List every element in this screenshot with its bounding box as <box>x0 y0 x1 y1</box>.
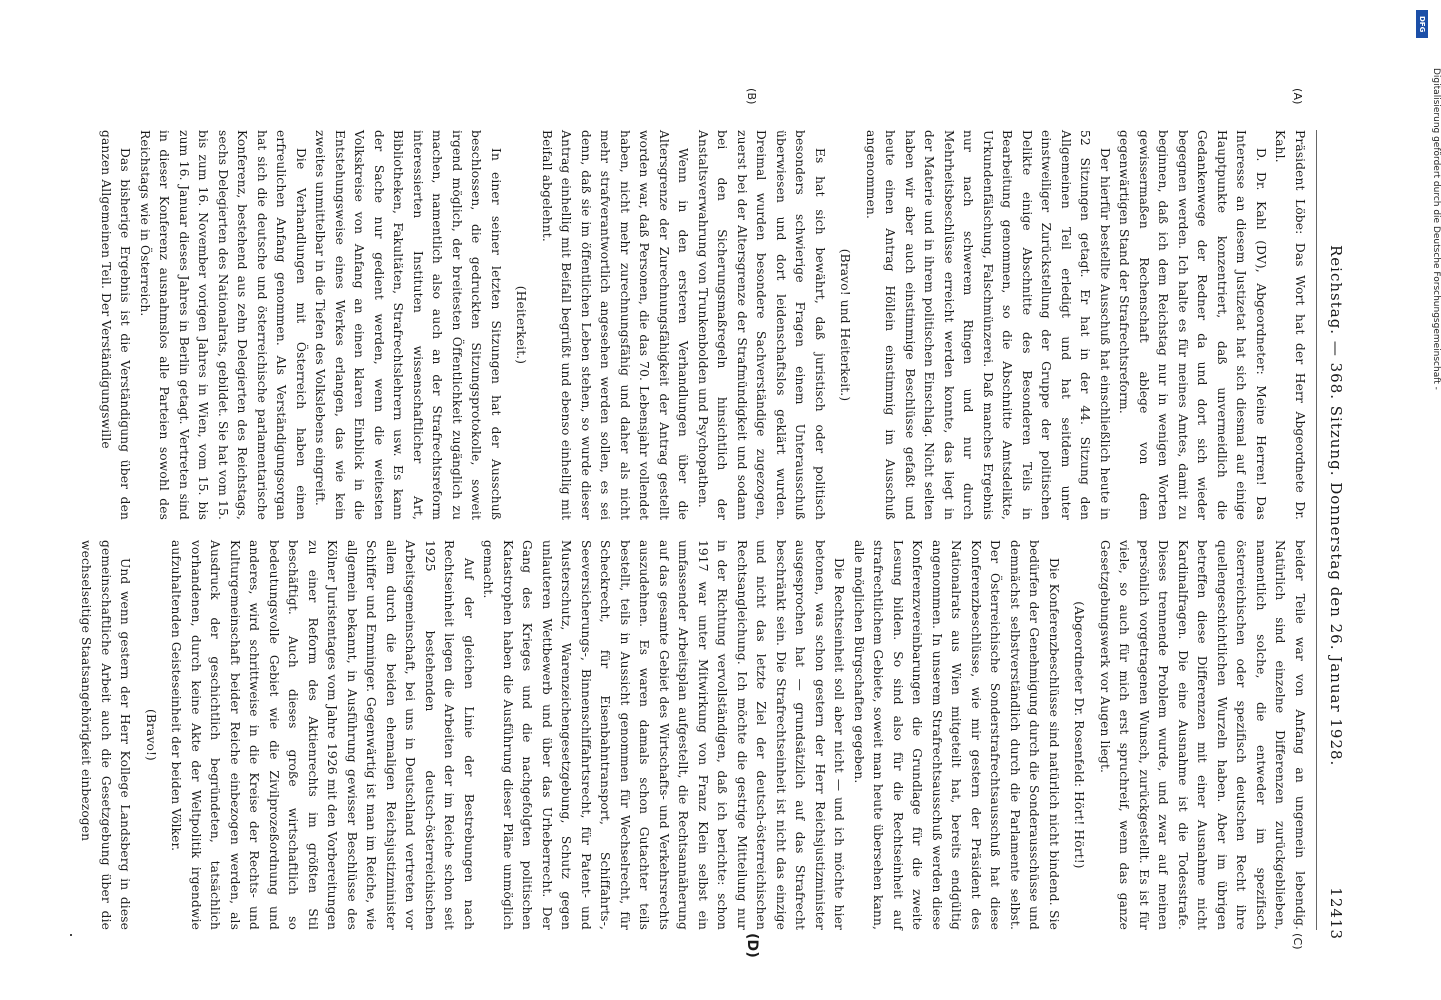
paragraph: Das bisherige Ergebnis ist die Verständigung über den ganzen Allgemeinen Teil. Der Verständigungswille <box>99 130 133 520</box>
margin-mark-b: (B) <box>745 88 758 105</box>
paragraph: Die Rechtseinheit soll aber nicht — und ich möchte hier betonen, was schon gestern der Herr Reichsjustizminister ausgesprochen hat — grundsätzlich auf das Strafrecht beschränkt sein. Die Strafrechtseinheit ist nicht das einzige und nicht das letzte Ziel der deutsch-österreichischen Rechtsangleichung. Ich möchte die gestrige Mitteilung nur in der Richtung vervollständigen, daß ich berichte: schon 1917 war unter Mitwirkung von Franz Klein selbst ein umfassender Arbeitsplan aufgestellt, die Rechtsannäherung auf das gesamte Gebiet des Wirtschafts- und Verkehrsrechts auszudehnen. Es waren damals schon Gutachter teils bestellt, teils in Aussicht genommen für Wechselrecht, für Scheckrecht, für Eisenbahntransport, Schiffahrts-, Seeversicherungs-, Binnenschiffahrtsrecht, für Patent- und Musterschutz, Warenzeichengesetzgebung, Schutz gegen unlauteren Wettbewerb und über das Urheberrecht. Der Gang des Krieges und die nachgefolgten politischen Katastrophen haben die Ausführung dieser Pläne unmöglich gemacht. <box>481 540 847 930</box>
interjection: (Bravo! und Heiterkeit.) <box>838 248 853 402</box>
paragraph: beider Teile war von Anfang an ungemein lebendig. Natürlich sind einzelne Differenzen zurückgeblieben, namentlich solche, die entweder im spezifisch österreichischen oder spezifisch deutschen Recht ihre quellengeschichtlichen Wurzeln haben. Aber im übrigen betreffen diese Differenzen mit einer Ausnahme nicht Kardinalfragen. Die eine Ausnahme ist die Todesstrafe. Dieses trennende Problem wurde, und zwar auf meinen persönlich vorgetragenen Wunsch, zurückgestellt. Es ist für viele, so auch für mich erst spruchreif, wenn das ganze Gesetzgebungswerk vor Augen liegt. <box>1098 540 1307 930</box>
margin-mark-a: (A) <box>1291 88 1304 105</box>
rotated-document-page <box>79 30 1345 960</box>
header-title: Reichstag. — 368. Sitzung. Donnerstag den 26. Januar 1928. <box>1327 245 1345 767</box>
page-header <box>1321 30 1345 960</box>
header-rule <box>1316 130 1317 930</box>
paragraph: D. Dr. Kahl (DV), Abgeordneter: Meine Herren! Das Interesse an diesem Justizetat hat sich diesmal auf einige Hauptpunkte konzentriert, daß unvermeidlich die Gedankenwege der Redner da und dort sich wieder begegnen werden. Ich halte es für meines Amtes, damit zu beginnen, daß ich dem Reichstag nur in wenigen Worten gewissermaßen Rechenschaft ablege von dem gegenwärtigen Stand der Strafrechtsreform. <box>1117 130 1268 520</box>
page-number: 12413 <box>1327 887 1345 940</box>
paragraph: Auf der gleichen Linie der Bestrebungen nach Rechtseinheit liegen die Arbeiten der im Reiche schon seit 1925 bestehenden deutsch-österreichischen Arbeitsgemeinschaft, bei uns in Deutschland vertreten vor allem durch die beiden ehemaligen Reichsjustizminister Schiffer und Emminger. Gegenwärtig ist man im Reiche, wie allgemein bekannt, in Ausführung gewisser Beschlüsse des Kölner Juristentages vom Jahre 1926 mit den Vorbereitungen zu einer Reform des Aktienrechts im größten Stil beschäftigt. Auch dieses große wirtschaftlich so bedeutungsvolle Gebiet wie die Zivilprozeßordnung und anderes, wird schrittweise in die Kreise der Rechts- und Kulturgemeinschaft beider Reiche einbezogen werden, als Ausdruck der geschichtlich begründeten, tatsächlich vorhandenen, durch keine Akte der Weltpolitik irgendwie aufzuhaltenden Geisteseinheit der beiden Völker. <box>169 540 476 930</box>
paragraph: Es hat sich bewährt, daß juristisch oder politisch besonders schwierige Fragen einem Unterausschuß überwiesen und dort leidenschaftslos geklärt wurden. Dreimal wurden besondere Sachverständige zugezogen, zuerst bei der Altersgrenze der Strafmündigkeit und sodann bei den Sicherungsmaßregeln hinsichtlich der Anstaltsverwahrung von Trunkenbolden und Psychopathen. <box>696 130 827 520</box>
paragraph: In einer seiner letzten Sitzungen hat der Ausschuß beschlossen, die gedruckten Sitzungsprotokolle, soweit irgend möglich, der breitesten Öffentlichkeit zugänglich zu machen, namentlich also auch an der Strafrechtsreform interessierten Instituten wissenschaftlicher Art, Bibliotheken, Fakultäten, Strafrechtslehrern usw. Es kann der Sache nur gedient werden, wenn die weitesten Volkskreise von Anfang an einen klaren Einblick in die Entstehungsweise eines Werkes erlangen, das wie kein zweites unmittelbar in die Tiefen des Volkslebens eingreift. <box>313 130 503 520</box>
scan-speck <box>70 934 72 936</box>
interjection: (Abgeordneter Dr. Rosenfeld: Hört! Hört!) <box>1072 601 1087 869</box>
paragraph: Die Konferenzbeschlüsse sind natürlich nicht bindend. Sie bedürfen der Genehmigung durch die Sonderausschüsse und demnächst selbstverständlich durch die Parlamente selbst. Der Österreichische Sonderstrafrechtsausschuß hat diese Konferenzbeschlüsse, wie mir gestern der Präsident des Nationalrats aus Wien mitgeteilt hat, bereits endgültig angenommen. In unserem Strafrechtsausschuß werden diese Konferenzvereinbarungen die Grundlage für die zweite Lesung bilden. So sind also für die Rechtseinheit auf strafrechtlichem Gebiete, soweit man heute übersehen kann, alle möglichen Bürgschaften gegeben. <box>852 540 1061 930</box>
dfg-logo: DFG <box>1416 10 1428 38</box>
interjection: (Heiterkeit.) <box>514 285 529 365</box>
digitization-credit-strip <box>1413 8 1441 998</box>
paragraph: Und wenn gestern der Herr Kollege Landsberg in diese gemeinschaftliche Arbeit auch die Gesetzgebung über die wechselseitige Staatsangehörigkeit einbezogen <box>79 540 133 930</box>
paragraph: Präsident Löbe: Das Wort hat der Herr Abgeordnete Dr. Kahl. <box>1273 130 1307 520</box>
digitization-credit-text: Digitalisierung gefördert durch die Deutsche Forschungsgemeinschaft - <box>1431 68 1441 390</box>
paragraph: Die Verhandlungen mit Österreich haben einen erfreulichen Anfang genommen. Als Verständigungsorgan hat sich die deutsche und österreichische parlamentarische Konferenz, bestehend aus zehn Delegierten des Reichstags, sechs Delegierten des Nationalrats, gebildet. Sie hat vom 15. bis zum 16. November vorigen Jahres in Wien, vom 15. bis zum 16. Januar dieses Jahres in Berlin getagt. Vertreten sind in dieser Konferenz ausnahmslos alle Parteien sowohl des Reichstags wie in Österreich. <box>138 130 308 520</box>
margin-mark-d: (D) <box>744 933 760 958</box>
text-column-left <box>96 130 1310 520</box>
interjection: (Bravo!) <box>144 709 158 761</box>
margin-mark-c: (C) <box>1291 933 1304 950</box>
paragraph: Wenn in den ersteren Verhandlungen über die Altersgrenze der Zurechnungsfähigkeit der Antrag gestellt worden war, daß Personen, die das 70. Lebensjahr vollendet haben, nicht mehr zurechnungsfähig und daher als nicht mehr strafverantwortlich angesehen werden sollen, es sei denn, daß sie im öffentlichen Leben stehen, so wurde dieser Antrag einhellig mit Beifall begrüßt und ebenso einhellig mit Beifall abgelehnt. <box>540 130 691 520</box>
paragraph: Der hierfür bestellte Ausschuß hat einschließlich heute in 52 Sitzungen getagt. Er hat in der 44. Sitzung den Allgemeinen Teil erledigt und hat seitdem unter einstweiliger Zurückstellung der Gruppe der politischen Delikte einige Abschnitte des Besonderen Teils in Bearbeitung genommen, so die Abschnitte Amtsdelikte, Urkundenfälschung, Falschmünzerei. Daß manches Ergebnis nur nach schwerem Ringen und nur durch Mehrheitsbeschlüsse erreicht werden konnte, das liegt in der Materie und in ihrem politischen Einschlag. Nicht selten haben wir aber auch einstimmige Beschlüsse gefaßt und heute einen Antrag Höllein einstimmig im Ausschuß angenommen. <box>864 130 1112 520</box>
text-column-right <box>76 540 1309 930</box>
